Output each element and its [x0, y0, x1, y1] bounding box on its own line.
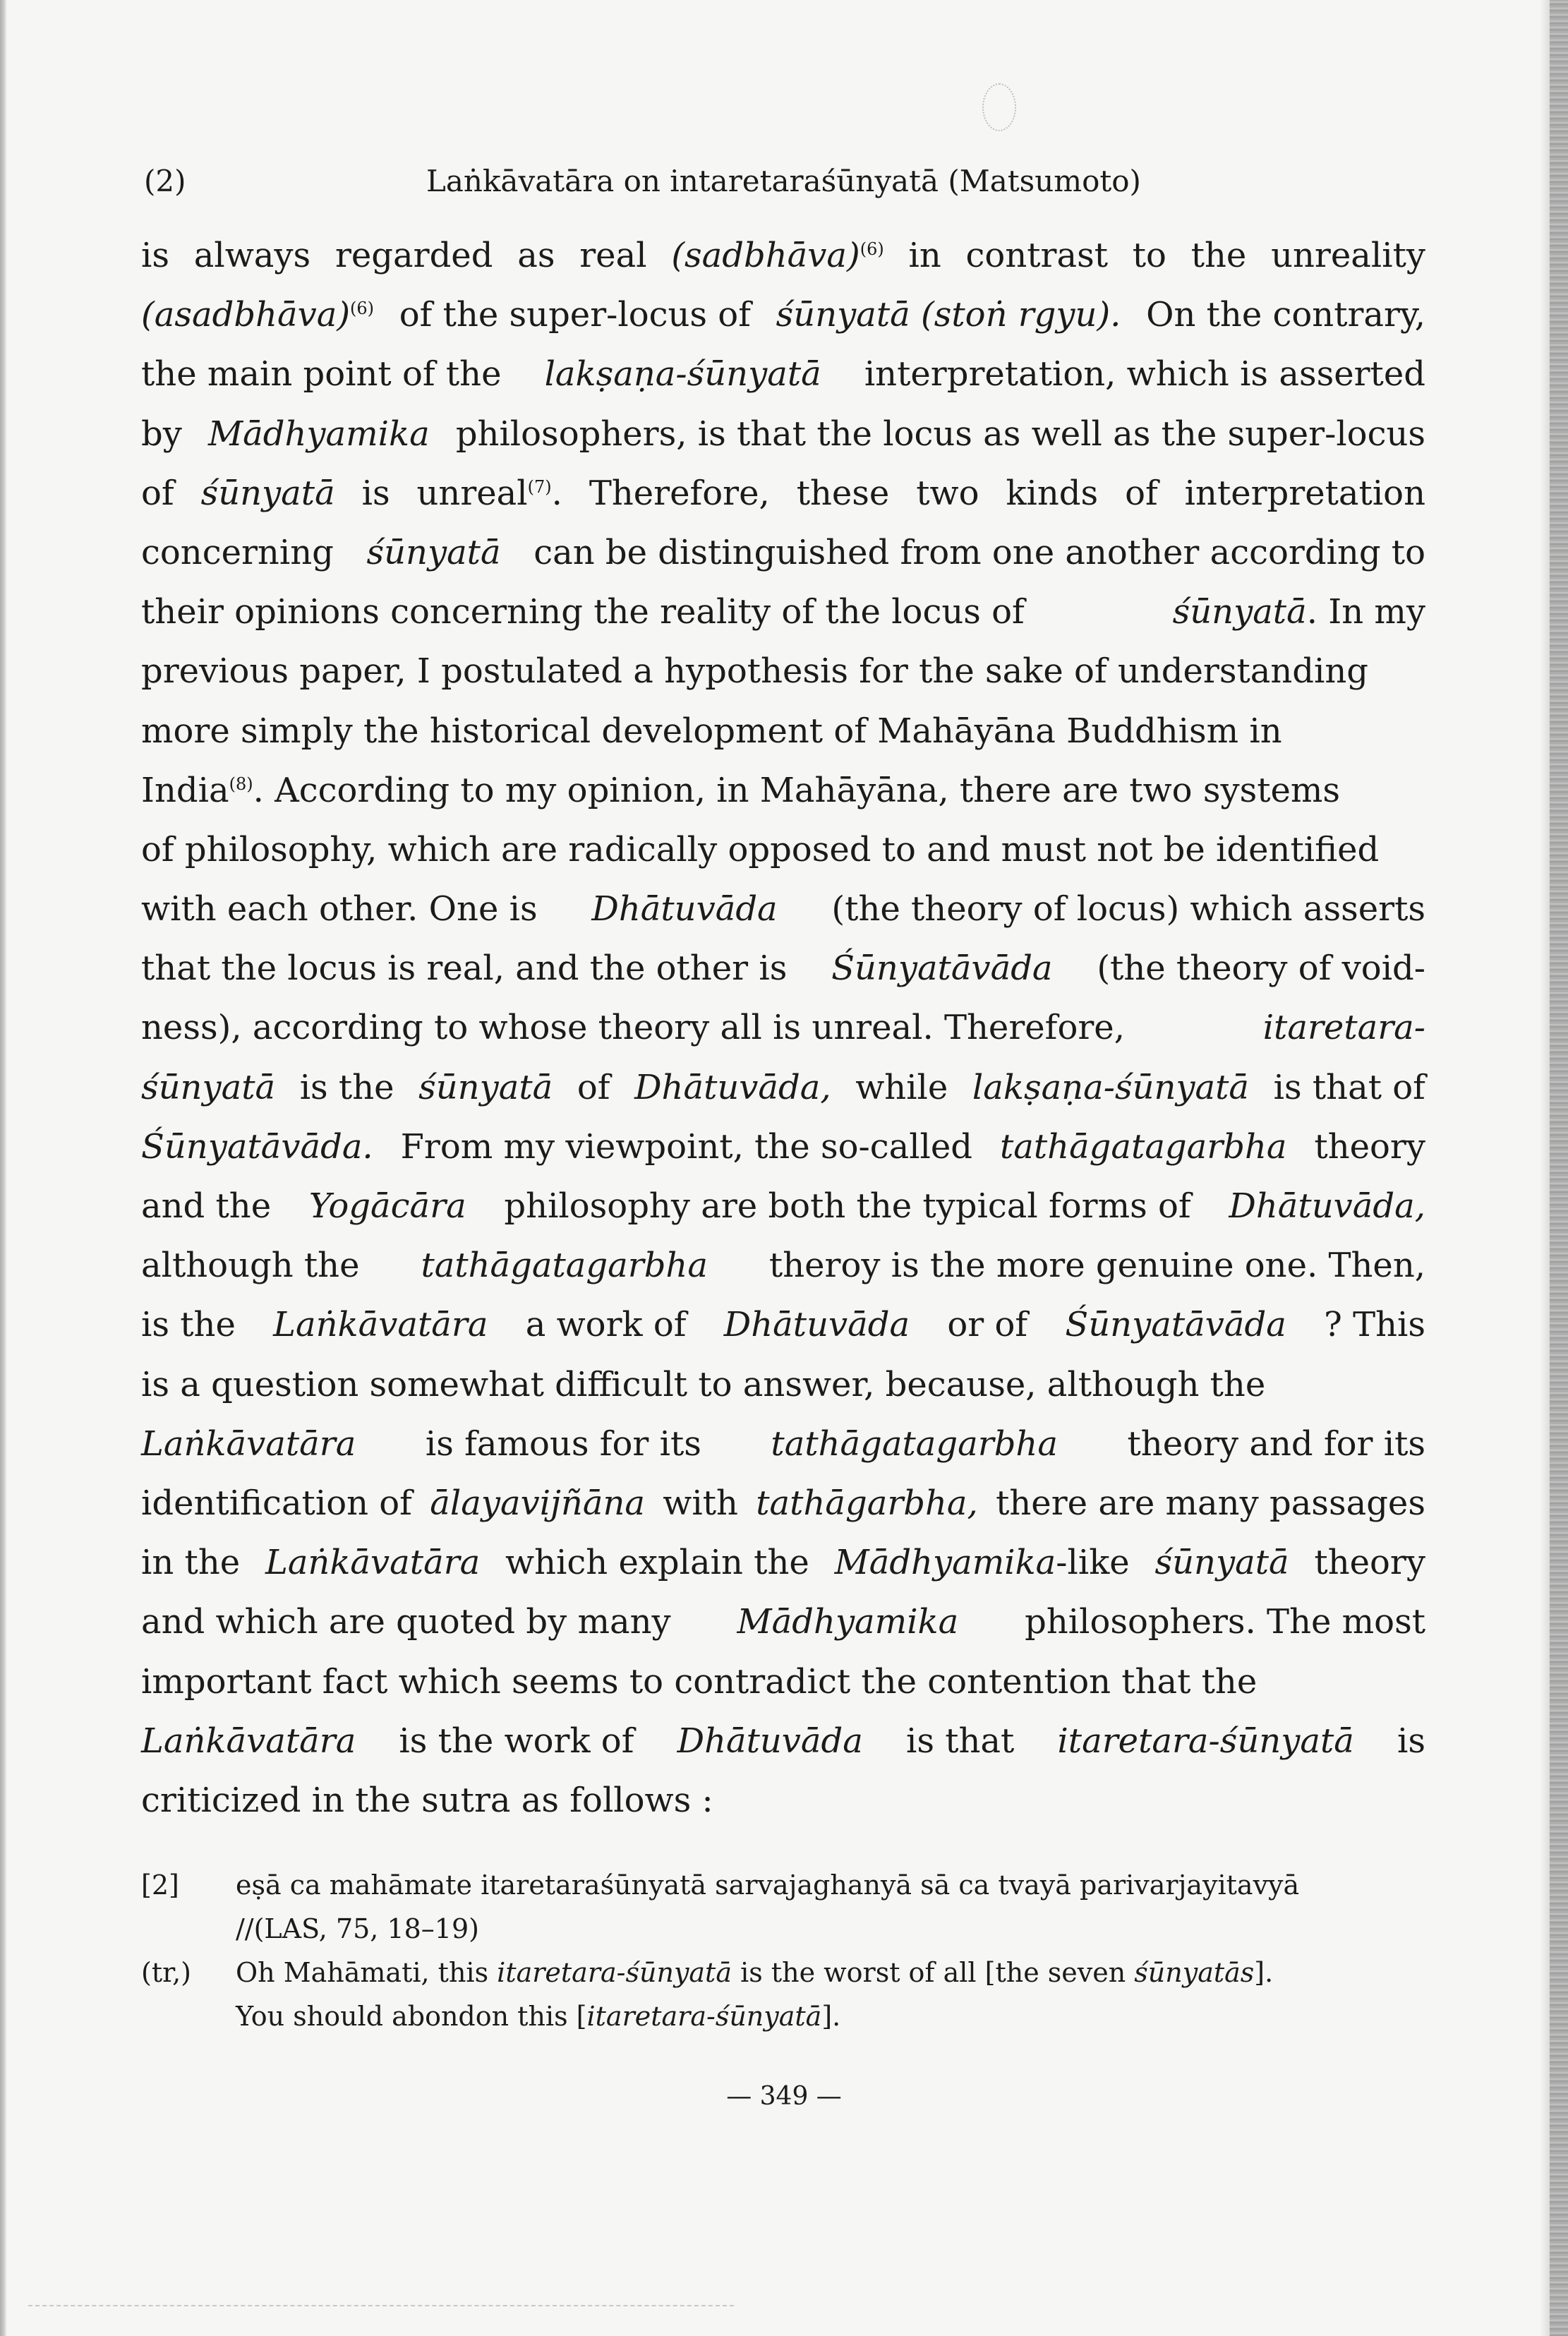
text-line: of philosophy, which are radically opposed to and must not be identified: [141, 829, 1380, 869]
text-line: and the Yogācāra philosophy are both the typical forms of Dhātuvāda,: [141, 1186, 1425, 1226]
quote-line: [141, 1907, 1425, 1951]
text-line: is a question somewhat difficult to answer, because, although the: [141, 1364, 1266, 1404]
text-line: ness), according to whose theory all is unreal. Therefore, itaretara-: [141, 1008, 1425, 1048]
running-title: Laṅkāvatāra on intaretaraśūnyatā (Matsumoto): [426, 164, 1141, 198]
scan-footer-rule: [28, 2305, 734, 2306]
text-line: their opinions concerning the reality of the locus of śūnyatā. In my: [141, 592, 1425, 632]
text-line: although the tathāgatagarbha theroy is the more genuine one. Then,: [141, 1246, 1425, 1286]
text-line: identification of ālayavijñāna with tathāgarbha, there are many passages: [141, 1483, 1425, 1523]
quote-line: [141, 1863, 1425, 1907]
text-line: more simply the historical development of Mahāyāna Buddhism in: [141, 711, 1282, 751]
text-line: Śūnyatāvāda. From my viewpoint, the so-called tathāgatagarbha theory: [141, 1126, 1425, 1167]
quoted-passage: [141, 1863, 1425, 2038]
running-header: [144, 164, 1428, 206]
translation-label: (tr,): [141, 1957, 191, 1988]
text-line: that the locus is real, and the other is Śūnyatāvāda (the theory of void-: [141, 949, 1425, 989]
scan-edge-right: [1550, 0, 1568, 2336]
scan-edge-left: [0, 0, 7, 2336]
translation-line: You should abondon this [itaretara-śūnyatā].: [236, 2001, 841, 2032]
text-line: Laṅkāvatāra is famous for its tathāgatagarbha theory and for its: [141, 1423, 1425, 1464]
translation-line: (tr,) Oh Mahāmati, this itaretara-śūnyatā is the worst of all [the seven śūnyatās].: [141, 1951, 1425, 1994]
text-line: criticized in the sutra as follows :: [141, 1780, 713, 1820]
citation: //(LAS, 75, 18–19): [236, 1913, 479, 1944]
text-line: is always regarded as real (sadbhāva)(6) in contrast to the unreality: [141, 236, 1425, 275]
text-line: with each other. One is Dhātuvāda (the theory of locus) which asserts: [141, 889, 1425, 929]
text-line: India(8). According to my opinion, in Mahāyāna, there are two systems: [141, 770, 1341, 810]
body-text: [141, 226, 1425, 1830]
text-line: previous paper, I postulated a hypothesis for the sake of understanding: [141, 651, 1368, 692]
punch-hole-mark: [982, 83, 1016, 131]
quote-label: [2]: [141, 1870, 179, 1901]
text-line: and which are quoted by many Mādhyamika philosophers. The most: [141, 1602, 1425, 1642]
text-line: is the Laṅkāvatāra a work of Dhātuvāda or of Śūnyatāvāda ? This: [141, 1305, 1425, 1345]
text-line: Laṅkāvatāra is the work of Dhātuvāda is that itaretara-śūnyatā is: [141, 1721, 1425, 1761]
sanskrit-text: eṣā ca mahāmate itaretaraśūnyatā sarvajaghanyā sā ca tvayā parivarjayitavyā: [236, 1870, 1300, 1901]
text-line: śūnyatā is the śūnyatā of Dhātuvāda, while lakṣaṇa-śūnyatā is that of: [141, 1067, 1425, 1107]
text-line: important fact which seems to contradict the contention that the: [141, 1661, 1258, 1702]
scan-shadow-right: [1540, 0, 1550, 2336]
text-line: (asadbhāva)(6) of the super-locus of śūnyatā (stoṅ rgyu). On the contrary,: [141, 295, 1425, 335]
text-line: by Mādhyamika philosophers, is that the locus as well as the super-locus: [141, 414, 1425, 454]
text-line: the main point of the lakṣaṇa-śūnyatā interpretation, which is asserted: [141, 354, 1425, 395]
page-number: — 349 —: [726, 2082, 842, 2111]
text-line: in the Laṅkāvatāra which explain the Mādhyamika-like śūnyatā theory: [141, 1543, 1425, 1583]
text-line: of śūnyatā is unreal(7). Therefore, these two kinds of interpretation: [141, 473, 1425, 513]
text-line: concerning śūnyatā can be distinguished from one another according to: [141, 532, 1425, 572]
page-marker: (2): [144, 164, 186, 198]
